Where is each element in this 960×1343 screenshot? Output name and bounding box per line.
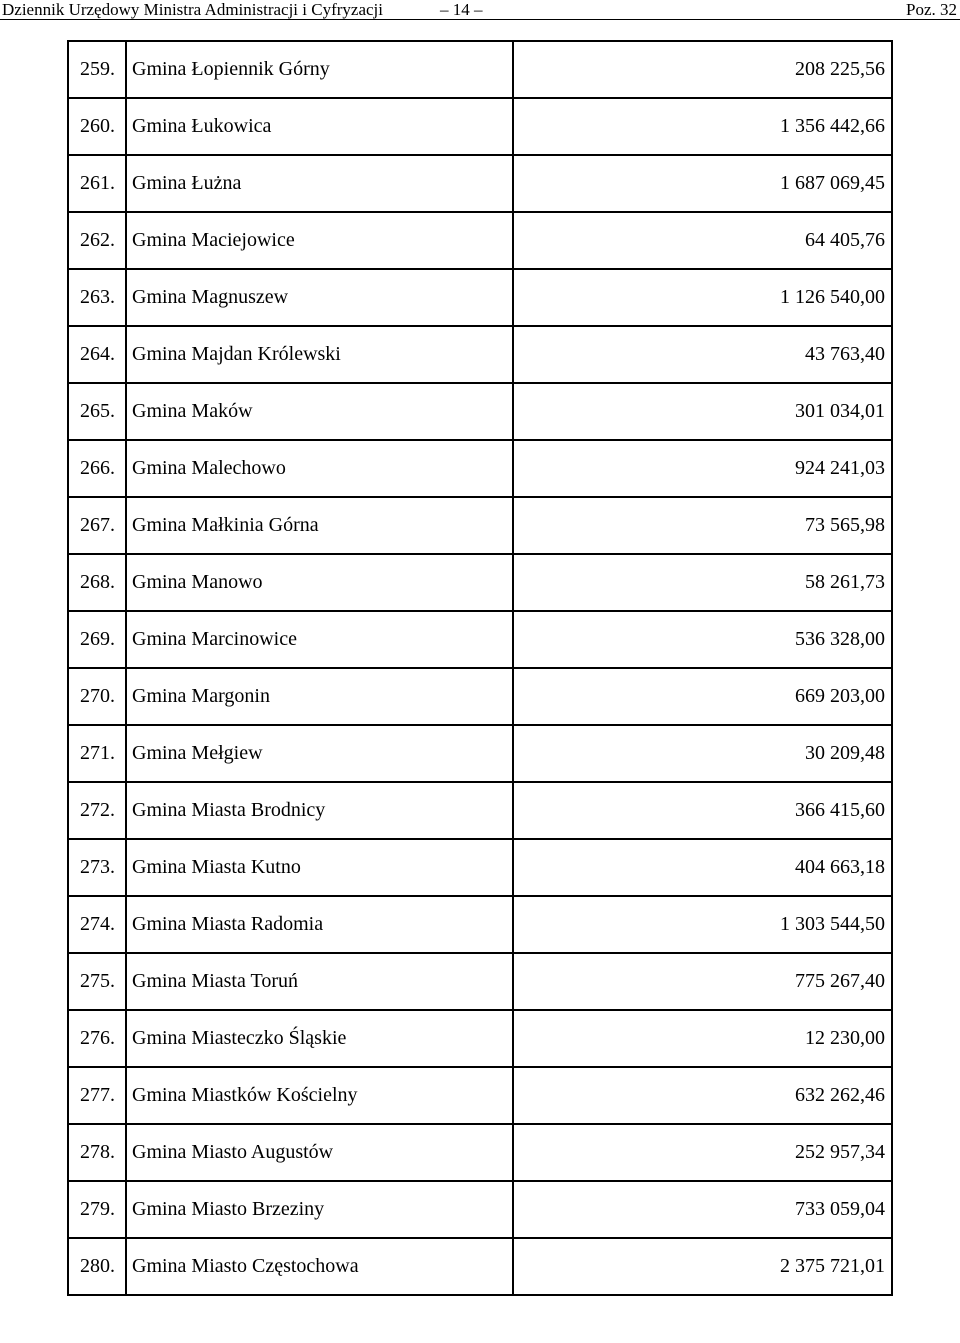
row-number: 278. xyxy=(68,1124,126,1181)
amount: 208 225,56 xyxy=(513,41,892,98)
row-number: 271. xyxy=(68,725,126,782)
municipality-name: Gmina Miasteczko Śląskie xyxy=(126,1010,513,1067)
municipality-name: Gmina Maków xyxy=(126,383,513,440)
municipality-name: Gmina Miasta Radomia xyxy=(126,896,513,953)
header-divider xyxy=(0,19,960,20)
table-row xyxy=(68,1124,892,1181)
table-row xyxy=(68,1181,892,1238)
amount: 1 126 540,00 xyxy=(513,269,892,326)
amount: 404 663,18 xyxy=(513,839,892,896)
table-row xyxy=(68,98,892,155)
row-number: 274. xyxy=(68,896,126,953)
table-row xyxy=(68,611,892,668)
row-number: 268. xyxy=(68,554,126,611)
municipality-name: Gmina Marcinowice xyxy=(126,611,513,668)
row-number: 276. xyxy=(68,1010,126,1067)
row-number: 279. xyxy=(68,1181,126,1238)
amount: 73 565,98 xyxy=(513,497,892,554)
municipality-name: Gmina Magnuszew xyxy=(126,269,513,326)
municipality-name: Gmina Majdan Królewski xyxy=(126,326,513,383)
row-number: 261. xyxy=(68,155,126,212)
row-number: 260. xyxy=(68,98,126,155)
municipality-name: Gmina Miastków Kościelny xyxy=(126,1067,513,1124)
amount: 58 261,73 xyxy=(513,554,892,611)
municipality-name: Gmina Miasta Kutno xyxy=(126,839,513,896)
row-number: 280. xyxy=(68,1238,126,1295)
amount: 301 034,01 xyxy=(513,383,892,440)
table-body xyxy=(68,41,892,1295)
row-number: 266. xyxy=(68,440,126,497)
municipality-name: Gmina Margonin xyxy=(126,668,513,725)
table-row xyxy=(68,497,892,554)
amount: 252 957,34 xyxy=(513,1124,892,1181)
amount: 632 262,46 xyxy=(513,1067,892,1124)
amount: 43 763,40 xyxy=(513,326,892,383)
amount: 669 203,00 xyxy=(513,668,892,725)
amount: 775 267,40 xyxy=(513,953,892,1010)
table-row xyxy=(68,212,892,269)
table-row xyxy=(68,953,892,1010)
municipality-name: Gmina Miasto Brzeziny xyxy=(126,1181,513,1238)
amount: 733 059,04 xyxy=(513,1181,892,1238)
row-number: 262. xyxy=(68,212,126,269)
amount: 30 209,48 xyxy=(513,725,892,782)
row-number: 264. xyxy=(68,326,126,383)
table-row xyxy=(68,41,892,98)
municipality-name: Gmina Miasto Częstochowa xyxy=(126,1238,513,1295)
journal-title: Dziennik Urzędowy Ministra Administracji i Cyfryzacji xyxy=(2,0,383,19)
table-row xyxy=(68,839,892,896)
table-row xyxy=(68,725,892,782)
table-row xyxy=(68,1238,892,1295)
municipality-name: Gmina Miasta Brodnicy xyxy=(126,782,513,839)
amount: 366 415,60 xyxy=(513,782,892,839)
row-number: 265. xyxy=(68,383,126,440)
municipality-name: Gmina Łużna xyxy=(126,155,513,212)
municipality-name: Gmina Manowo xyxy=(126,554,513,611)
amount: 924 241,03 xyxy=(513,440,892,497)
table-row xyxy=(68,554,892,611)
amount: 1 303 544,50 xyxy=(513,896,892,953)
table-row xyxy=(68,668,892,725)
table-row xyxy=(68,383,892,440)
position-number: Poz. 32 xyxy=(906,0,957,19)
municipality-name: Gmina Łukowica xyxy=(126,98,513,155)
amount: 12 230,00 xyxy=(513,1010,892,1067)
table-row xyxy=(68,269,892,326)
row-number: 270. xyxy=(68,668,126,725)
municipality-name: Gmina Łopiennik Górny xyxy=(126,41,513,98)
amount: 1 356 442,66 xyxy=(513,98,892,155)
row-number: 267. xyxy=(68,497,126,554)
row-number: 269. xyxy=(68,611,126,668)
page-header xyxy=(0,0,960,22)
row-number: 272. xyxy=(68,782,126,839)
municipality-name: Gmina Małkinia Górna xyxy=(126,497,513,554)
row-number: 259. xyxy=(68,41,126,98)
municipality-name: Gmina Mełgiew xyxy=(126,725,513,782)
municipality-name: Gmina Maciejowice xyxy=(126,212,513,269)
amount: 536 328,00 xyxy=(513,611,892,668)
table-row xyxy=(68,155,892,212)
row-number: 263. xyxy=(68,269,126,326)
table-row xyxy=(68,1067,892,1124)
amount: 2 375 721,01 xyxy=(513,1238,892,1295)
row-number: 273. xyxy=(68,839,126,896)
allocation-table xyxy=(67,40,893,1296)
municipality-name: Gmina Miasta Toruń xyxy=(126,953,513,1010)
row-number: 275. xyxy=(68,953,126,1010)
table-row xyxy=(68,326,892,383)
amount: 64 405,76 xyxy=(513,212,892,269)
table-row xyxy=(68,782,892,839)
table-row xyxy=(68,896,892,953)
municipality-name: Gmina Miasto Augustów xyxy=(126,1124,513,1181)
table-row xyxy=(68,1010,892,1067)
amount: 1 687 069,45 xyxy=(513,155,892,212)
row-number: 277. xyxy=(68,1067,126,1124)
table-row xyxy=(68,440,892,497)
municipality-name: Gmina Malechowo xyxy=(126,440,513,497)
page-number: – 14 – xyxy=(440,0,483,19)
